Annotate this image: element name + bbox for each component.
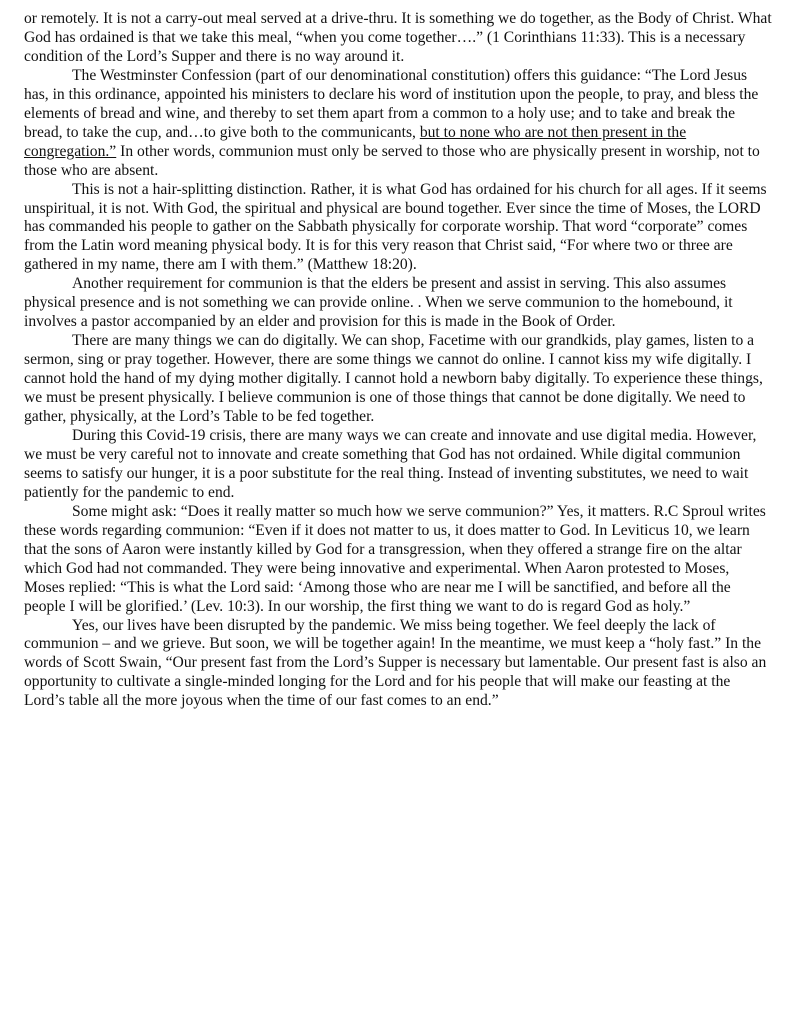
paragraph-2 xyxy=(24,67,772,181)
paragraph-4: Another requirement for communion is that the elders be present and assist in serving. This also assumes physical presence and is not something we can provide online. . When we serve communion to the homebound, it involves a pastor accompanied by an elder and provision for this is made in the Book of Order. xyxy=(24,275,733,331)
paragraph-8: Yes, our lives have been disrupted by the pandemic. We miss being together. We feel deeply the lack of communion – and we grieve. But soon, we will be together again! In the meantime, we must keep a “holy fast.” In the words of Scott Swain, “Our present fast from the Lord’s Supper is necessary but lamentable. Our present fast is also an opportunity to cultivate a single-minded longing for the Lord and for his people that will make our feasting at the Lord’s table all the more joyous when the time of our fast comes to an end.” xyxy=(24,616,767,710)
paragraph-1: or remotely. It is not a carry-out meal served at a drive-thru. It is something we do together, as the Body of Christ. What God has ordained is that we take this meal, “when you come together….” (1 Corinthians 11:33). This is a necessary condition of the Lord’s Supper and there is no way around it. xyxy=(24,10,772,65)
paragraph-7: Some might ask: “Does it really matter so much how we serve communion?” Yes, it matters. R.C Sproul writes these words regarding communion: “Even if it does not matter to us, it does matter to God. In Leviticus 10, we learn that the sons of Aaron were instantly killed by God for a transgression, when they offered a strange fire on the altar which God had not commanded. They were being innovative and experimental. When Aaron protested to Moses, Moses replied: “This is what the Lord said: ‘Among those who are near me I will be sanctified, and before all the people I will be glorified.’ (Lev. 10:3). In our worship, the first thing we want to do is regard God as holy.” xyxy=(24,502,766,615)
paragraph-5: There are many things we can do digitally. We can shop, Facetime with our grandkids, play games, listen to a sermon, sing or pray together. However, there are some things we cannot do online. I cannot kiss my wife digitally. I cannot hold the hand of my dying mother digitally. I cannot hold a newborn baby digitally. To experience these things, we must be present physically. I believe communion is one of those things that cannot be done digitally. We need to gather, physically, at the Lord’s Table to be fed together. xyxy=(24,332,763,426)
paragraph-2-continuation: In other words, communion must only be served to those who are physically present in worship, not to those who are absent. xyxy=(24,142,760,179)
paragraph-3: This is not a hair-splitting distinction. Rather, it is what God has ordained for his church for all ages. If it seems unspiritual, it is not. With God, the spiritual and physical are bound together. Ever since the time of Moses, the LORD has commanded his people to gather on the Sabbath physically for corporate worship. That word “corporate” comes from the Latin word meaning physical body. It is for this very reason that Christ said, “For where two or three are gathered in my name, there am I with them.” (Matthew 18:20). xyxy=(24,180,767,274)
paragraph-6: During this Covid-19 crisis, there are many ways we can create and innovate and use digital media. However, we must be very careful not to innovate and create something that God has not ordained. While digital communion seems to satisfy our hunger, it is a poor substitute for the real thing. Instead of inventing substitutes, we need to wait patiently for the pandemic to end. xyxy=(24,426,757,501)
paragraph-2-text: The Westminster Confession (part of our denominational constitution) offers this guidance: “The Lord Jesus has, in this ordinance, appointed his ministers to declare his word of institution upon the people, to pray, and bless the elements of bread and wine, and thereby to set them apart from a common to a holy use; and to take and break the bread, to take the cup, and…to give both to the communicants, xyxy=(24,66,759,141)
document-page xyxy=(24,10,772,711)
underlined-quote: but to none who are not then present in the congregation.” xyxy=(24,123,687,160)
